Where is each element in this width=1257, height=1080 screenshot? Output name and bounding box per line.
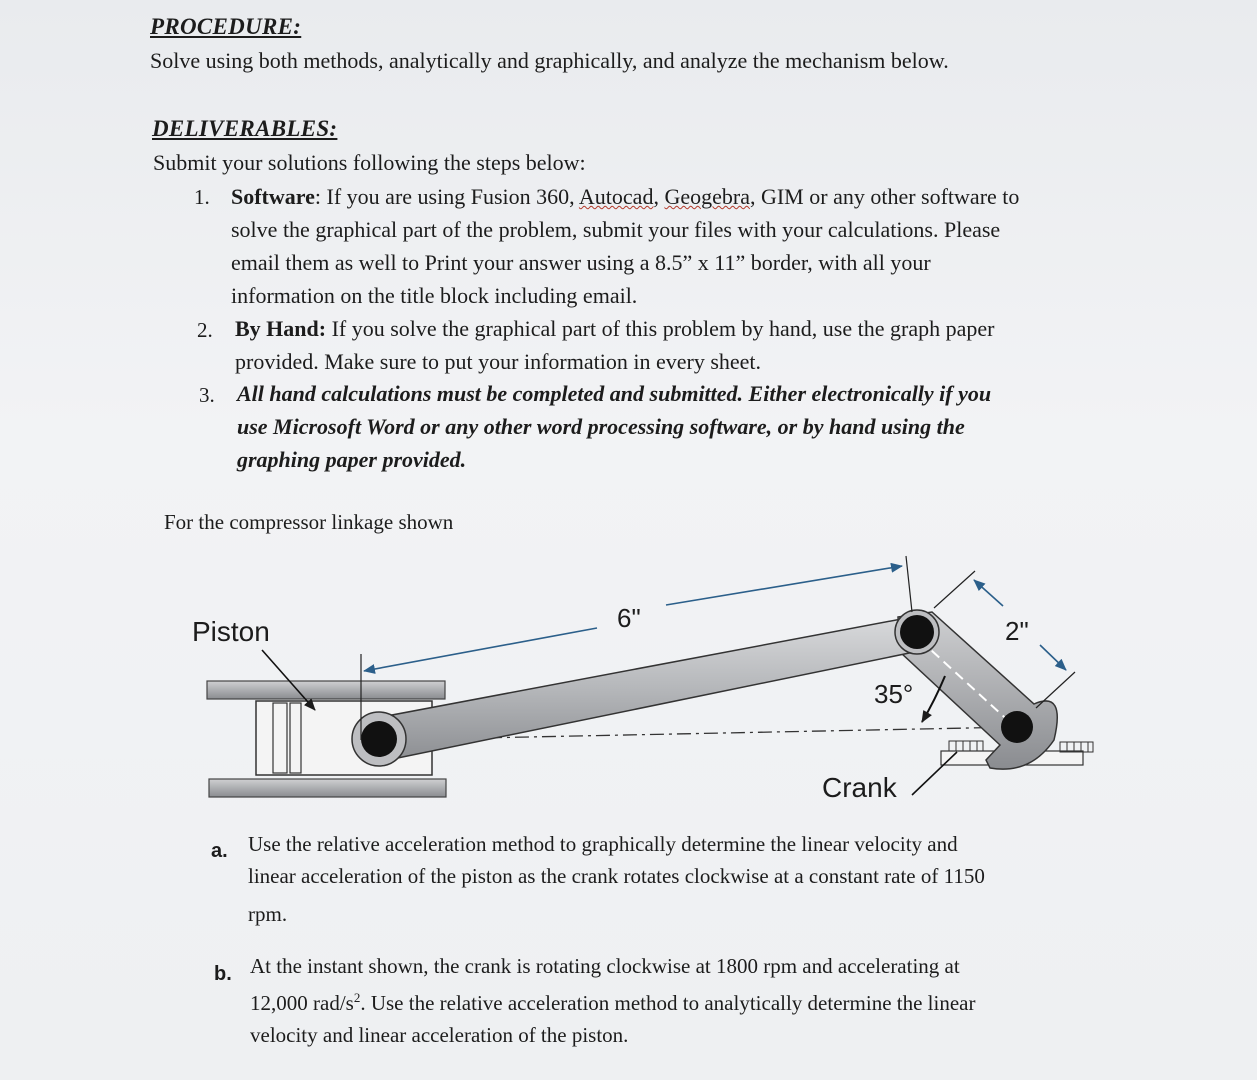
autocad-text: Autocad <box>578 184 654 209</box>
geogebra-text: Geogebra <box>664 184 750 209</box>
cylinder-top-wall <box>207 681 445 699</box>
dim-6-arrow-left <box>364 628 597 671</box>
item-2-line2: provided. Make sure to put your information in every sheet. <box>235 349 762 374</box>
question-a-line3: rpm. <box>248 902 288 926</box>
dim-2-arrow-down <box>1040 645 1066 670</box>
question-a-line1: Use the relative acceleration method to graphically determine the linear velocity and <box>248 832 958 856</box>
linkage-intro: For the compressor linkage shown <box>164 510 454 534</box>
question-b-line2-pre: 12,000 rad/s <box>250 991 354 1015</box>
question-b-line1: At the instant shown, the crank is rotating clockwise at 1800 rpm and accelerating at <box>250 954 960 978</box>
item-3-line1: All hand calculations must be completed and submitted. Either electronically if you <box>237 381 992 406</box>
item-1-sep: , <box>653 184 665 209</box>
item-3-line3: graphing paper provided. <box>237 447 467 472</box>
item-1-line1-pre: : If you are using Fusion 360, <box>314 184 579 209</box>
piston-ring-1 <box>273 703 287 773</box>
crank-length-label: 2" <box>1005 616 1029 646</box>
connecting-rod <box>376 617 924 760</box>
dim-2-extension-top <box>934 571 975 608</box>
dim-2-arrow-up <box>974 580 1003 606</box>
question-b-line3: velocity and linear acceleration of the piston. <box>250 1023 629 1047</box>
question-a-letter: a. <box>211 840 228 862</box>
question-b <box>250 950 975 1051</box>
ground-pivot <box>1001 711 1033 743</box>
question-b-line2-post: . Use the relative acceleration method to analytically determine the linear <box>360 991 976 1015</box>
question-b-line2-sup: 2 <box>353 990 361 1005</box>
item-1-line2: solve the graphical part of the problem, submit your files with your calculations. Please <box>231 217 1001 242</box>
angle-label: 35° <box>874 679 914 709</box>
item-3-line2: use Microsoft Word or any other word processing software, or by hand using the <box>237 414 965 439</box>
procedure-heading: PROCEDURE: <box>150 14 302 39</box>
rod-length-label: 6" <box>617 603 641 633</box>
dim-2-extension-bottom <box>1036 672 1075 708</box>
item-3-number: 3. <box>199 383 215 407</box>
piston-label: Piston <box>192 616 270 647</box>
item-2-line1: If you solve the graphical part of this problem by hand, use the graph paper <box>326 316 995 341</box>
question-b-letter: b. <box>214 963 232 985</box>
cylinder-bottom-wall <box>209 779 446 797</box>
deliverables-intro: Submit your solutions following the steps below: <box>153 150 586 175</box>
item-1-line3: email them as well to Print your answer using a 8.5” x 11” border, with all your <box>231 250 931 275</box>
deliverables-heading: DELIVERABLES: <box>152 116 338 141</box>
question-a-line2: linear acceleration of the piston as the crank rotates clockwise at a constant rate of 1150 <box>248 864 985 888</box>
item-1-number: 1. <box>194 185 210 209</box>
crank-label: Crank <box>822 772 897 803</box>
item-1-title: Software <box>231 184 315 209</box>
item-1-line1-post: , GIM or any other software to <box>749 184 1020 209</box>
procedure-text: Solve using both methods, analytically and graphically, and analyze the mechanism below. <box>150 48 949 73</box>
piston-ring-2 <box>290 703 301 773</box>
dim-6-extension-right <box>906 556 912 612</box>
item-2-title: By Hand: <box>235 316 327 341</box>
crank-pin <box>900 615 934 649</box>
item-2-number: 2. <box>197 318 213 342</box>
question-a <box>248 828 985 930</box>
dim-6-arrow-right <box>666 566 902 605</box>
piston-pin <box>361 721 397 757</box>
ground-hatch-left <box>949 741 983 751</box>
item-1-line4: information on the title block including email. <box>231 283 638 308</box>
crank-pointer <box>912 752 957 795</box>
